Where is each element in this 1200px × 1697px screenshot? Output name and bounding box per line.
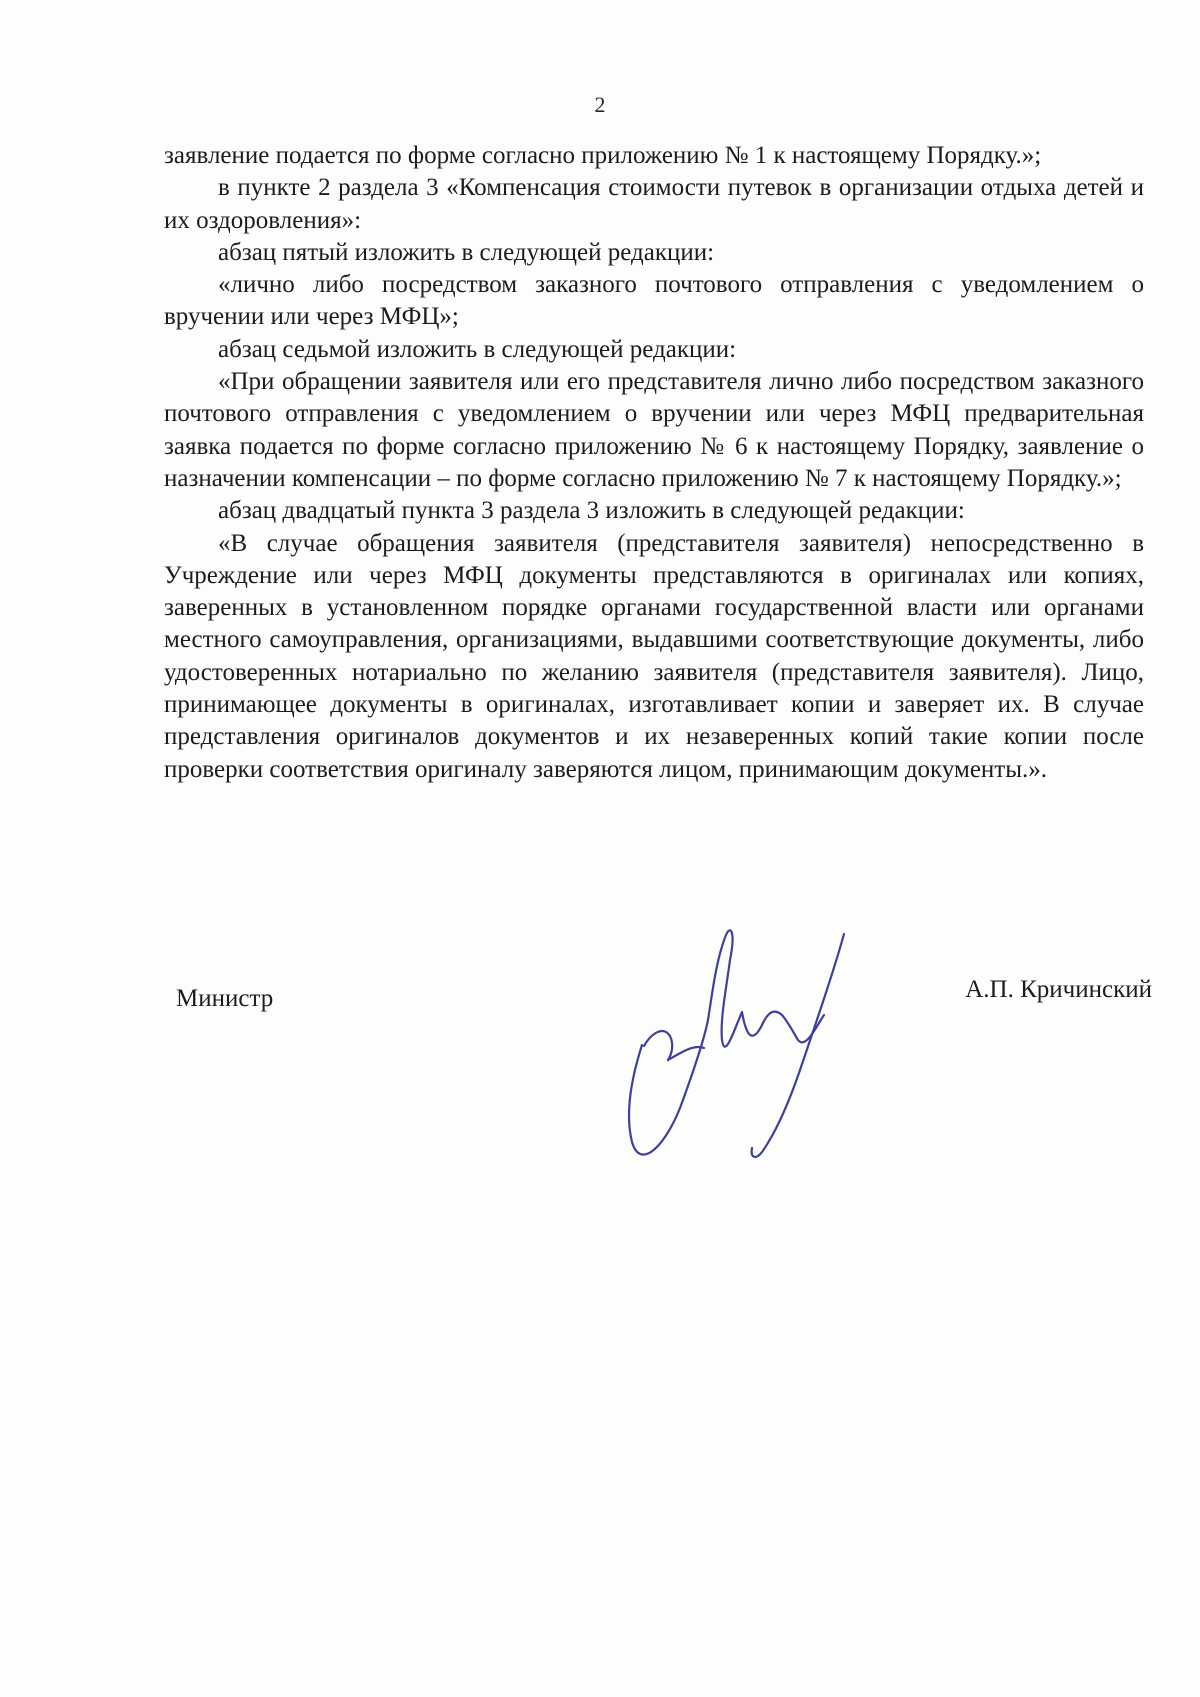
paragraph-4: «лично либо посредством заказного почтового отправления с уведомлением о вручении или через МФЦ»; <box>164 271 1144 331</box>
signature-stroke-second <box>752 934 844 1157</box>
paragraph-8: «В случае обращения заявителя (представителя заявителя) непосредственно в Учреждение или через МФЦ документы представляются в оригиналах или копиях, заверенных в установленном порядке органами государственной власти или органами местного самоуправления, организациями, выдавшими соответствующие документы, либо удостоверенных нотариально по желанию заявителя (представителя заявителя). Лицо, принимающее документы в оригиналах, изготавливает копии и заверяет их. В случае представления оригиналов документов и их незаверенных копий такие копии после проверки соответствия оригиналу заверяются лицом, принимающим документы.». <box>164 529 1144 783</box>
paragraph-3: абзац пятый изложить в следующей редакции: <box>218 238 715 266</box>
paragraph-1: заявление подается по форме согласно приложению № 1 к настоящему Порядку.»; <box>164 142 1042 169</box>
paragraph-7: абзац двадцатый пункта 3 раздела 3 изложить в следующей редакции: <box>218 497 965 525</box>
handwritten-signature <box>612 920 912 1180</box>
signature-stroke-hook <box>644 1031 672 1060</box>
signer-name: А.П. Кричинский <box>965 976 1152 1003</box>
paragraph-2: в пункте 2 раздела 3 «Компенсация стоимости путевок в организации отдыха детей и их оздоровления»: <box>164 174 1144 234</box>
document-body <box>164 140 1144 786</box>
paragraph-5: абзац седьмой изложить в следующей редакции: <box>218 335 737 363</box>
signer-position: Министр <box>176 985 274 1012</box>
page-number: 2 <box>594 92 606 117</box>
paragraph-6: «При обращении заявителя или его представителя лично либо посредством заказного почтового отправления с уведомлением о вручении или через МФЦ предварительная заявка подается по форме согласно приложению № 6 к настоящему Порядку, заявление о назначении компенсации – по форме согласно приложению № 7 к настоящему Порядку.»; <box>164 368 1144 492</box>
signature-stroke-main <box>629 930 824 1154</box>
signature-row <box>0 976 1200 1025</box>
